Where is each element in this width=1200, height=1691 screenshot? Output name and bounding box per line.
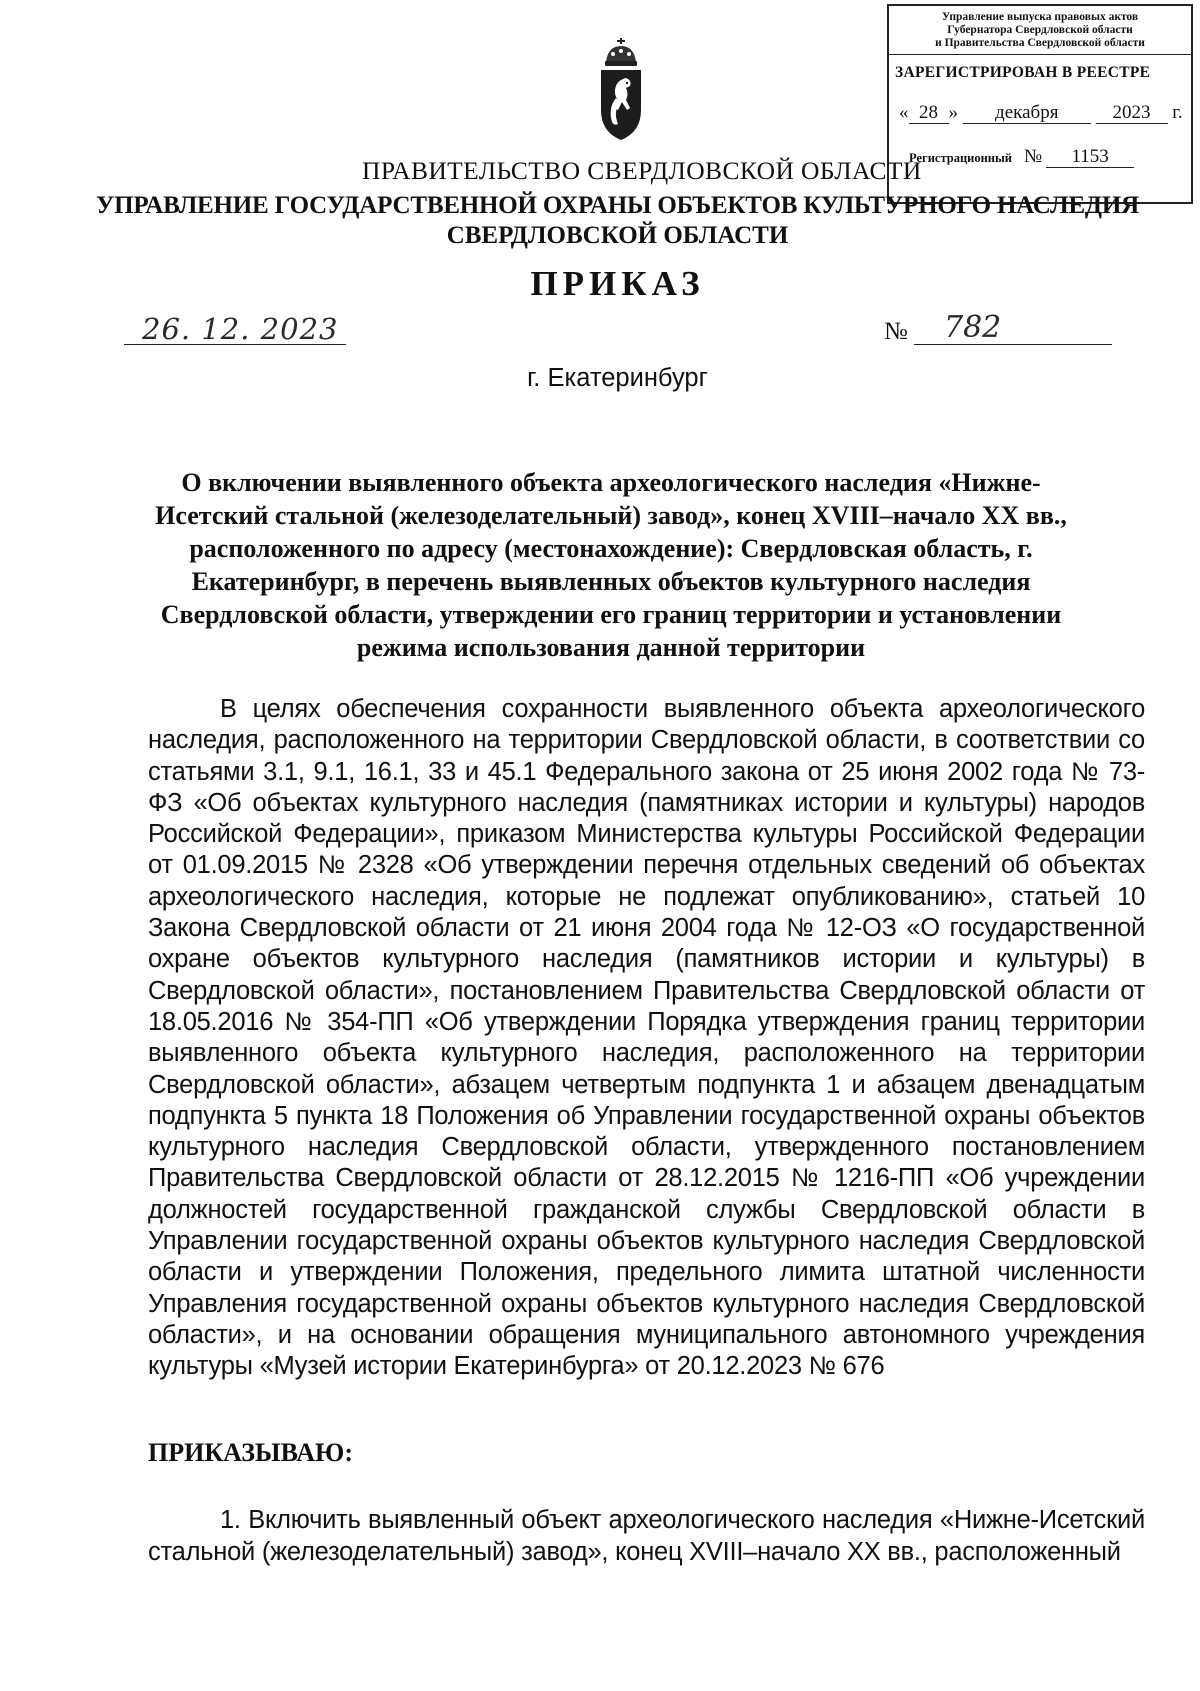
city: г. Екатеринбург — [527, 364, 708, 392]
stamp-open-quote: « — [899, 102, 909, 123]
stamp-day: 28 — [909, 103, 949, 124]
stamp-header-line1: Управление выпуска правовых актов — [941, 11, 1139, 23]
order-point-1 — [148, 1504, 1145, 1568]
department-name-line1: УПРАВЛЕНИЕ ГОСУДАРСТВЕННОЙ ОХРАНЫ ОБЪЕКТОВ КУЛЬТУРНОГО НАСЛЕДИЯ — [95, 192, 1140, 219]
order-number-sign: № — [884, 318, 908, 345]
government-name: ПРАВИТЕЛЬСТВО СВЕРДЛОВСКОЙ ОБЛАСТИ — [362, 156, 922, 185]
document-type: ПРИКАЗ — [530, 264, 705, 303]
order-date: 26. 12. 2023 — [142, 312, 339, 346]
department-name-line2: СВЕРДЛОВСКОЙ ОБЛАСТИ — [446, 222, 789, 249]
stamp-close-quote: » — [948, 102, 958, 123]
stamp-year: 2023 — [1096, 103, 1168, 124]
preamble — [148, 694, 1145, 1383]
stamp-header-line3: и Правительства Свердловской области — [935, 37, 1145, 49]
order-title: О включении выявленного объекта археологического наследия «Нижне-Исетский стальной (железоделательный) завод», конец XVIII–начало XX вв., расположенного по адресу (местонахождение): Свердловская область, г. Екатеринбург, в перечень выявленных объектов культурного наследия Свердловской области, утверждении его границ территории и установлении режима использования данной территории — [155, 468, 1067, 662]
stamp-month: декабря — [963, 103, 1091, 124]
preamble-text: В целях обеспечения сохранности выявленного объекта археологического наследия, расположенного на территории Свердловской области, в соответствии со статьями 3.1, 9.1, 16.1, 33 и 45.1 Федерального закона от 25 июня 2002 года № 73-ФЗ «Об объектах культурного наследия (памятниках истории и культуры) народов Российской Федерации», приказом Министерства культуры Российской Федерации от 01.09.2015 № 2328 «Об утверждении перечня отдельных сведений об объектах археологического наследия, которые не подлежат опубликованию», статьей 10 Закона Свердловской области от 21 июня 2004 года № 12-ОЗ «О государственной охране объектов культурного наследия (памятников истории и культуры) в Свердловской области», постановлением Правительства Свердловской области от 18.05.2016 № 354-ПП «Об утверждении Порядка утверждения границ территории выявленного объекта культурного наследия, расположенного на территории Свердловской области», абзацем четвертым подпункта 1 и абзацем двенадцатым подпункта 5 пункта 18 Положения об Управлении государственной охраны объектов культурного наследия Свердловской области, утвержденного постановлением Правительства Свердловской области от 28.12.2015 № 1216-ПП «Об учреждении должностей государственной гражданской службы Свердловской области в Управлении государственной охраны объектов культурного наследия Свердловской области и утверждении Положения, предельного лимита штатной численности Управления государственной охраны объектов культурного наследия Свердловской области», и на основании обращения муниципального автономного учреждения культуры «Музей истории Екатеринбурга» от 20.12.2023 № 676 — [148, 695, 1145, 1381]
stamp-registered-label: ЗАРЕГИСТРИРОВАН В РЕЕСТРЕ — [895, 64, 1151, 81]
stamp-reg-number: 1153 — [1046, 147, 1134, 168]
stamp-header — [889, 6, 1191, 55]
stamp-no-sign: № — [1023, 146, 1043, 167]
stamp-reg-number-row — [889, 124, 1191, 168]
order-point-1-text: 1. Включить выявленный объект археологического наследия «Нижне-Исетский стальной (железоделательный) завод», конец XVIII–начало XX вв., расположенный — [148, 1506, 1145, 1566]
registration-stamp — [887, 4, 1193, 204]
stamp-date — [889, 82, 1191, 124]
stamp-header-line2: Губернатора Свердловской области — [947, 24, 1133, 36]
order-number: 782 — [944, 310, 1002, 345]
order-word: ПРИКАЗЫВАЮ: — [148, 1438, 353, 1467]
stamp-year-suffix: г. — [1172, 102, 1183, 123]
stamp-reg-label: Регистрационный — [909, 151, 1012, 165]
sverdlovsk-coat-of-arms-icon — [596, 38, 646, 142]
